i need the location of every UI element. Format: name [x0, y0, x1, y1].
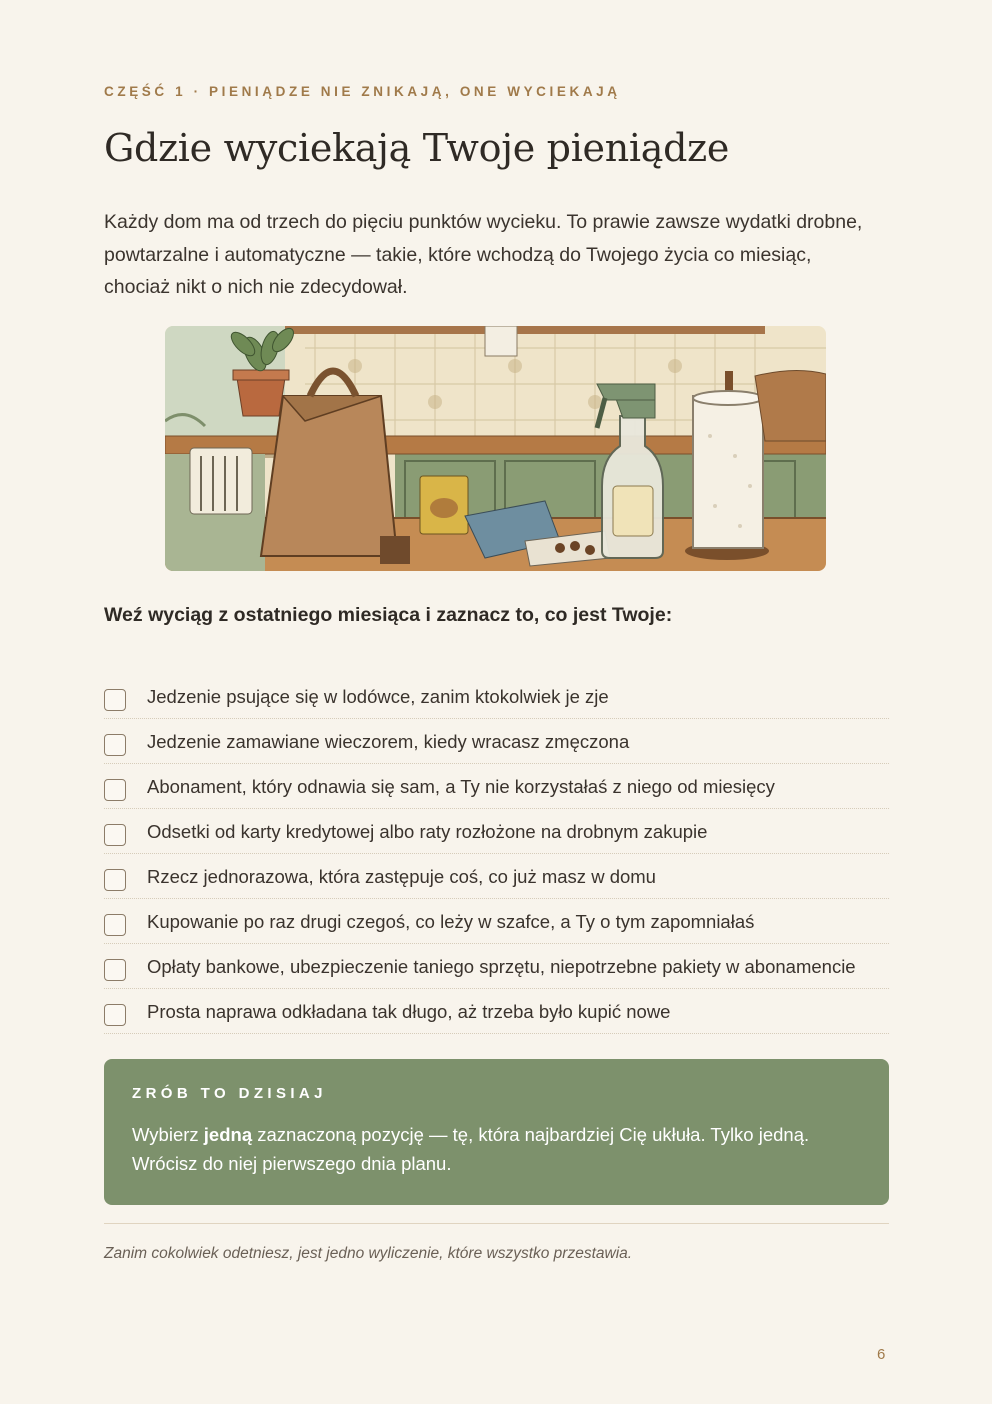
checkbox[interactable] — [104, 914, 126, 936]
checkbox[interactable] — [104, 1004, 126, 1026]
callout-text-start: Wybierz — [132, 1124, 204, 1145]
section-kicker: CZĘŚĆ 1 · PIENIĄDZE NIE ZNIKAJĄ, ONE WYCIEKAJĄ — [104, 84, 621, 99]
checklist-item-label: Abonament, który odnawia się sam, a Ty nie korzystałaś z niego od miesięcy — [147, 776, 775, 797]
page-title: Gdzie wyciekają Twoje pieniądze — [104, 126, 730, 170]
checklist-item[interactable] — [104, 900, 889, 944]
checklist-item[interactable] — [104, 810, 889, 854]
checklist-item-label: Opłaty bankowe, ubezpieczenie taniego sprzętu, niepotrzebne pakiety w abonamencie — [147, 956, 856, 977]
checklist-prompt: Weź wyciąg z ostatniego miesiąca i zaznacz to, co jest Twoje: — [104, 604, 673, 626]
checklist-item[interactable] — [104, 765, 889, 809]
checkbox[interactable] — [104, 824, 126, 846]
checklist-item[interactable] — [104, 720, 889, 764]
intro-paragraph: Każdy dom ma od trzech do pięciu punktów wycieku. To prawie zawsze wydatki drobne, powtarzalne i automatyczne — takie, które wchodzą do Twojego życia co miesiąc, chociaż nikt o nich nie zdecydował. — [104, 211, 863, 298]
checklist-item[interactable] — [104, 675, 889, 719]
page-number: 6 — [877, 1346, 886, 1363]
callout-text — [132, 1120, 861, 1178]
checkbox[interactable] — [104, 689, 126, 711]
do-it-today-callout — [104, 1059, 889, 1205]
footnote: Zanim cokolwiek odetniesz, jest jedno wyliczenie, które wszystko przestawia. — [104, 1245, 633, 1262]
kitchen-counter-illustration — [165, 326, 826, 571]
leak-checklist — [104, 675, 889, 1035]
callout-text-end: zaznaczoną pozycję — tę, która najbardziej Cię ukłuła. Tylko jedną. Wrócisz do niej pierwszego dnia planu. — [132, 1124, 810, 1174]
checklist-item[interactable] — [104, 945, 889, 989]
checklist-item-label: Jedzenie psujące się w lodówce, zanim ktokolwiek je zje — [147, 686, 609, 707]
checklist-item-label: Odsetki od karty kredytowej albo raty rozłożone na drobnym zakupie — [147, 821, 708, 842]
checkbox[interactable] — [104, 959, 126, 981]
checklist-item[interactable] — [104, 855, 889, 899]
checklist-item-label: Prosta naprawa odkładana tak długo, aż trzeba było kupić nowe — [147, 1001, 671, 1022]
checklist-item-label: Jedzenie zamawiane wieczorem, kiedy wracasz zmęczona — [147, 731, 630, 752]
callout-text-emphasis: jedną — [203, 1124, 253, 1145]
checkbox[interactable] — [104, 779, 126, 801]
checkbox[interactable] — [104, 734, 126, 756]
checklist-item-label: Kupowanie po raz drugi czegoś, co leży w szafce, a Ty o tym zapomniałaś — [147, 911, 755, 932]
checkbox[interactable] — [104, 869, 126, 891]
divider — [104, 1223, 889, 1224]
checklist-item-label: Rzecz jednorazowa, która zastępuje coś, co już masz w domu — [147, 866, 656, 887]
callout-heading: ZRÓB TO DZISIAJ — [132, 1085, 327, 1102]
checklist-item[interactable] — [104, 990, 889, 1034]
